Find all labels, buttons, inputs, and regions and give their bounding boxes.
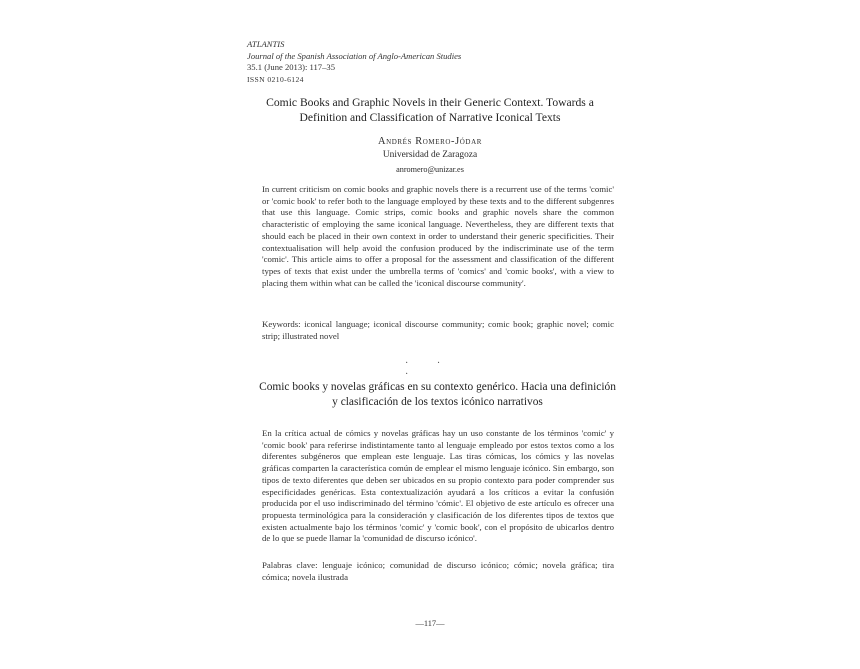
- article-title-line-2: Definition and Classification of Narrative Iconical Texts: [299, 111, 561, 124]
- author-affiliation: Universidad de Zaragoza: [382, 150, 478, 160]
- keywords-spanish: Palabras clave: lenguaje icónico; comunidad de discurso icónico; cómic; novela gráfica; tira cómica; novela ilustrada: [262, 560, 614, 582]
- keywords-english: Keywords: iconical language; iconical discourse community; comic book; graphic novel; comic strip; illustrated novel: [262, 319, 614, 341]
- section-separator: · · ·: [405, 358, 454, 380]
- article-title-line-1: Comic Books and Graphic Novels in their Generic Context. Towards a: [266, 96, 594, 109]
- article-title-spanish-line-1: Comic books y novelas gráficas en su contexto genérico. Hacia una definición: [259, 381, 616, 393]
- journal-issn: ISSN 0210-6124: [247, 74, 304, 84]
- author-email: anromero@unizar.es: [396, 164, 464, 174]
- author-name: Andrés Romero-Jódar: [378, 136, 482, 147]
- journal-header: [247, 39, 461, 85]
- article-title: [240, 95, 620, 125]
- journal-subtitle: Journal of the Spanish Association of Anglo-American Studies: [247, 50, 462, 61]
- page-number: —117—: [415, 619, 445, 628]
- article-title-spanish-line-2: y clasificación de los textos icónico narrativos: [332, 395, 543, 408]
- journal-issue: 35.1 (June 2013): 117–35: [247, 62, 335, 72]
- abstract-english: In current criticism on comic books and graphic novels there is a recurrent use of the terms 'comic' or 'comic book' to refer both to the language employed by these texts and to the different subgenres that use this language. Comic strips, comic books and graphic novels share the common characteristic of employing the same iconical language. Nevertheless, they are different texts that should each be placed in their own context in order to understand their generic specificities. Their contextualisation will help avoid the confusion produced by the indiscriminate use of the term 'comic'. This article aims to offer a proposal for the assessment and classification of the different types of texts that exist under the umbrella terms of 'comics' and 'comic books', with a view to placing them within what can be called the 'iconical discourse community'.: [262, 184, 614, 288]
- author-block: [300, 135, 560, 176]
- journal-name: ATLANTIS: [247, 39, 285, 49]
- article-title-spanish: [250, 380, 625, 409]
- abstract-spanish: En la crítica actual de cómics y novelas gráficas hay un uso constante de los términos 'comic' y 'comic book' para referirse indistintamente tanto al lenguaje empleado por estos textos como a los diferentes subgéneros que emplean este lenguaje. Las tiras cómicas, los cómics y las novelas gráficas comparten la característica común de emplear el mismo lenguaje icónico. Sin embargo, son tipos de texto diferentes que deben ser ubicados en su propio contexto para poder comprender sus especificidades genéricas. Esta contextualización ayudará a los críticos a evitar la confusión producida por el uso indiscriminado del término 'cómic'. El objetivo de este artículo es ofrecer una propuesta terminológica para la consideración y clasificación de los diferentes tipos de textos que existen actualmente bajo los términos 'comic' y 'comic book', con el propósito de ubicarlos dentro de lo que se puede llamar la 'comunidad de discurso icónico'.: [262, 428, 614, 544]
